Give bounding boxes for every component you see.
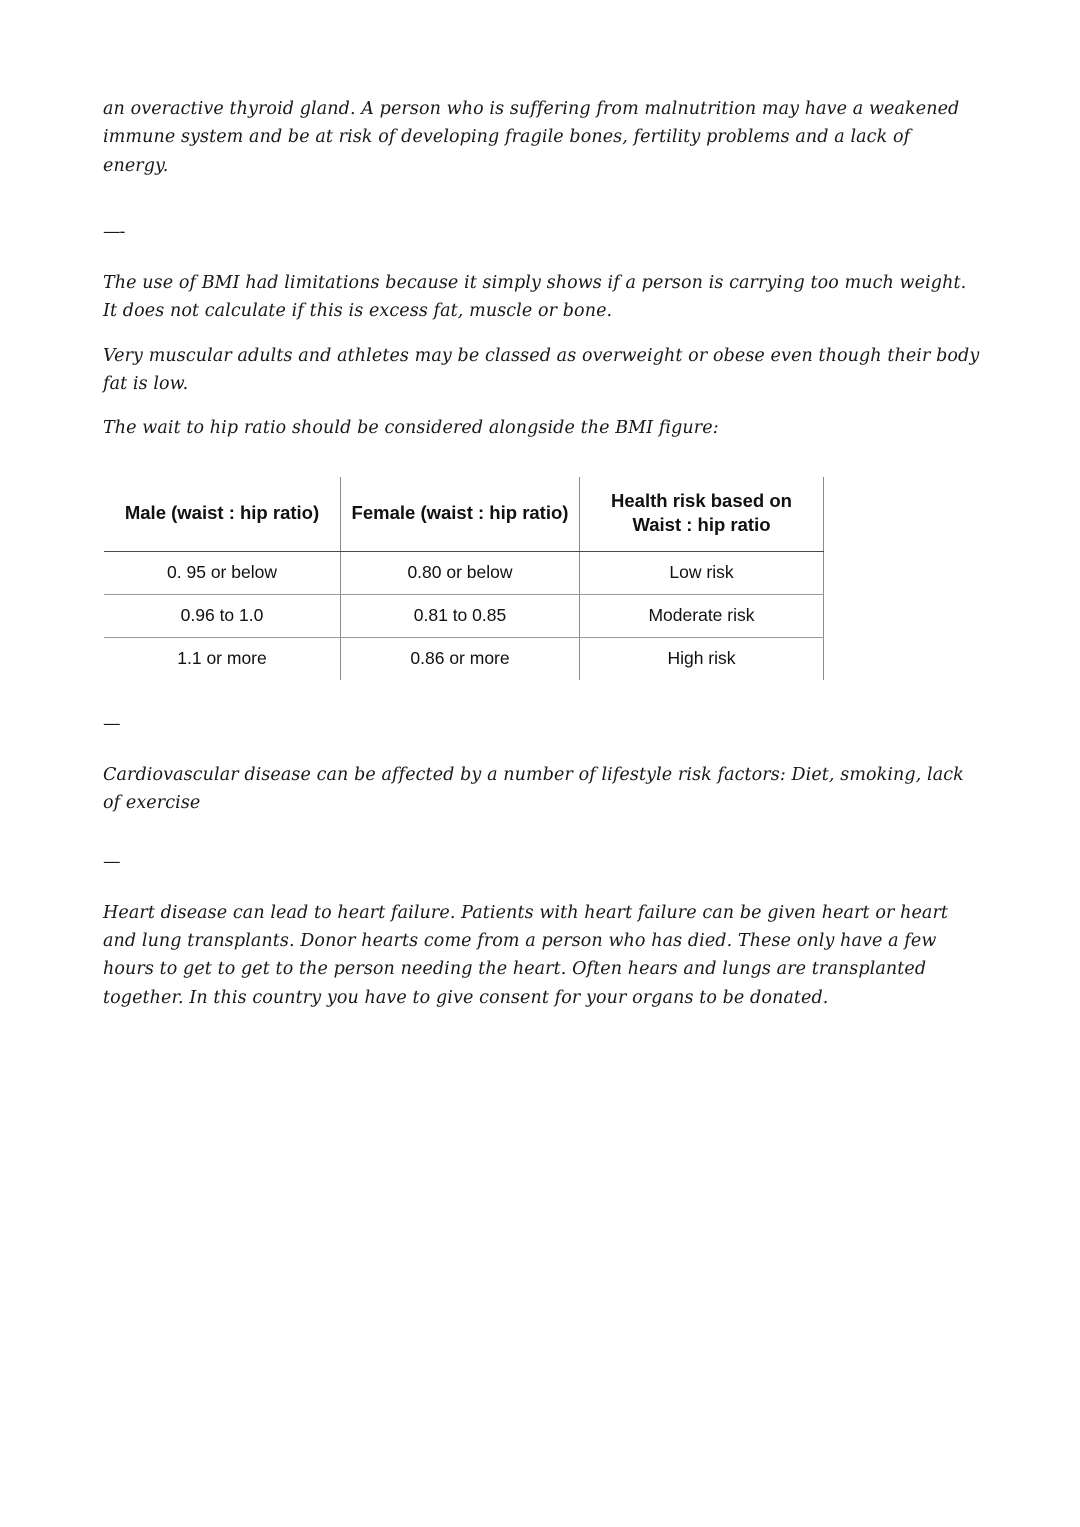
table-row <box>104 637 824 680</box>
paragraph-heart-failure-transplants: Heart disease can lead to heart failure. Patients with heart failure can be given heart or heart and lung transplants. Donor hearts come from a person who has died. These only have a few hours to get to get to the person needing the heart. Often hears and lungs are transplanted together. In this country you have to give consent for your organs to be donated. <box>103 902 949 1008</box>
column-header-female: Female (waist : hip ratio) <box>341 477 580 552</box>
cell-female-moderate: 0.81 to 0.85 <box>341 594 580 637</box>
table-header-row <box>104 477 824 552</box>
spacer <box>103 834 980 852</box>
paragraph-muscular-adults: Very muscular adults and athletes may be classed as overweight or obese even though their body fat is low. <box>103 345 980 395</box>
cell-risk-low: Low risk <box>580 551 824 594</box>
spacer <box>103 873 980 899</box>
section-divider-2: — <box>103 713 120 734</box>
spacer <box>103 735 980 761</box>
paragraph-thyroid-malnutrition: an overactive thyroid gland. A person who is suffering from malnutrition may have a weakened immune system and be at risk of developing fragile bones, fertility problems and a lack of energy. <box>103 99 960 176</box>
table-row <box>104 551 824 594</box>
spacer <box>103 680 980 714</box>
table-row <box>104 594 824 637</box>
section-divider-3: — <box>103 851 120 872</box>
cell-male-moderate: 0.96 to 1.0 <box>104 594 341 637</box>
paragraph-waist-hip-intro: The wait to hip ratio should be considered alongside the BMI figure: <box>103 418 719 439</box>
cell-male-low: 0. 95 or below <box>104 551 341 594</box>
cell-risk-moderate: Moderate risk <box>580 594 824 637</box>
column-header-health-risk: Health risk based on Waist : hip ratio <box>580 477 824 552</box>
cell-risk-high: High risk <box>580 637 824 680</box>
paragraph-cardiovascular-risk-factors: Cardiovascular disease can be affected by a number of lifestyle risk factors: Diet, smoking, lack of exercise <box>103 764 964 814</box>
paragraph-bmi-limitations: The use of BMI had limitations because it simply shows if a person is carrying too much weight. It does not calculate if this is excess fat, muscle or bone. <box>103 273 967 322</box>
spacer <box>103 243 980 269</box>
cell-female-low: 0.80 or below <box>341 551 580 594</box>
section-divider-1: —- <box>103 222 125 243</box>
waist-hip-ratio-table <box>104 477 824 680</box>
cell-male-high: 1.1 or more <box>104 637 341 680</box>
spacer <box>103 196 980 222</box>
column-header-male: Male (waist : hip ratio) <box>104 477 341 552</box>
cell-female-high: 0.86 or more <box>341 637 580 680</box>
